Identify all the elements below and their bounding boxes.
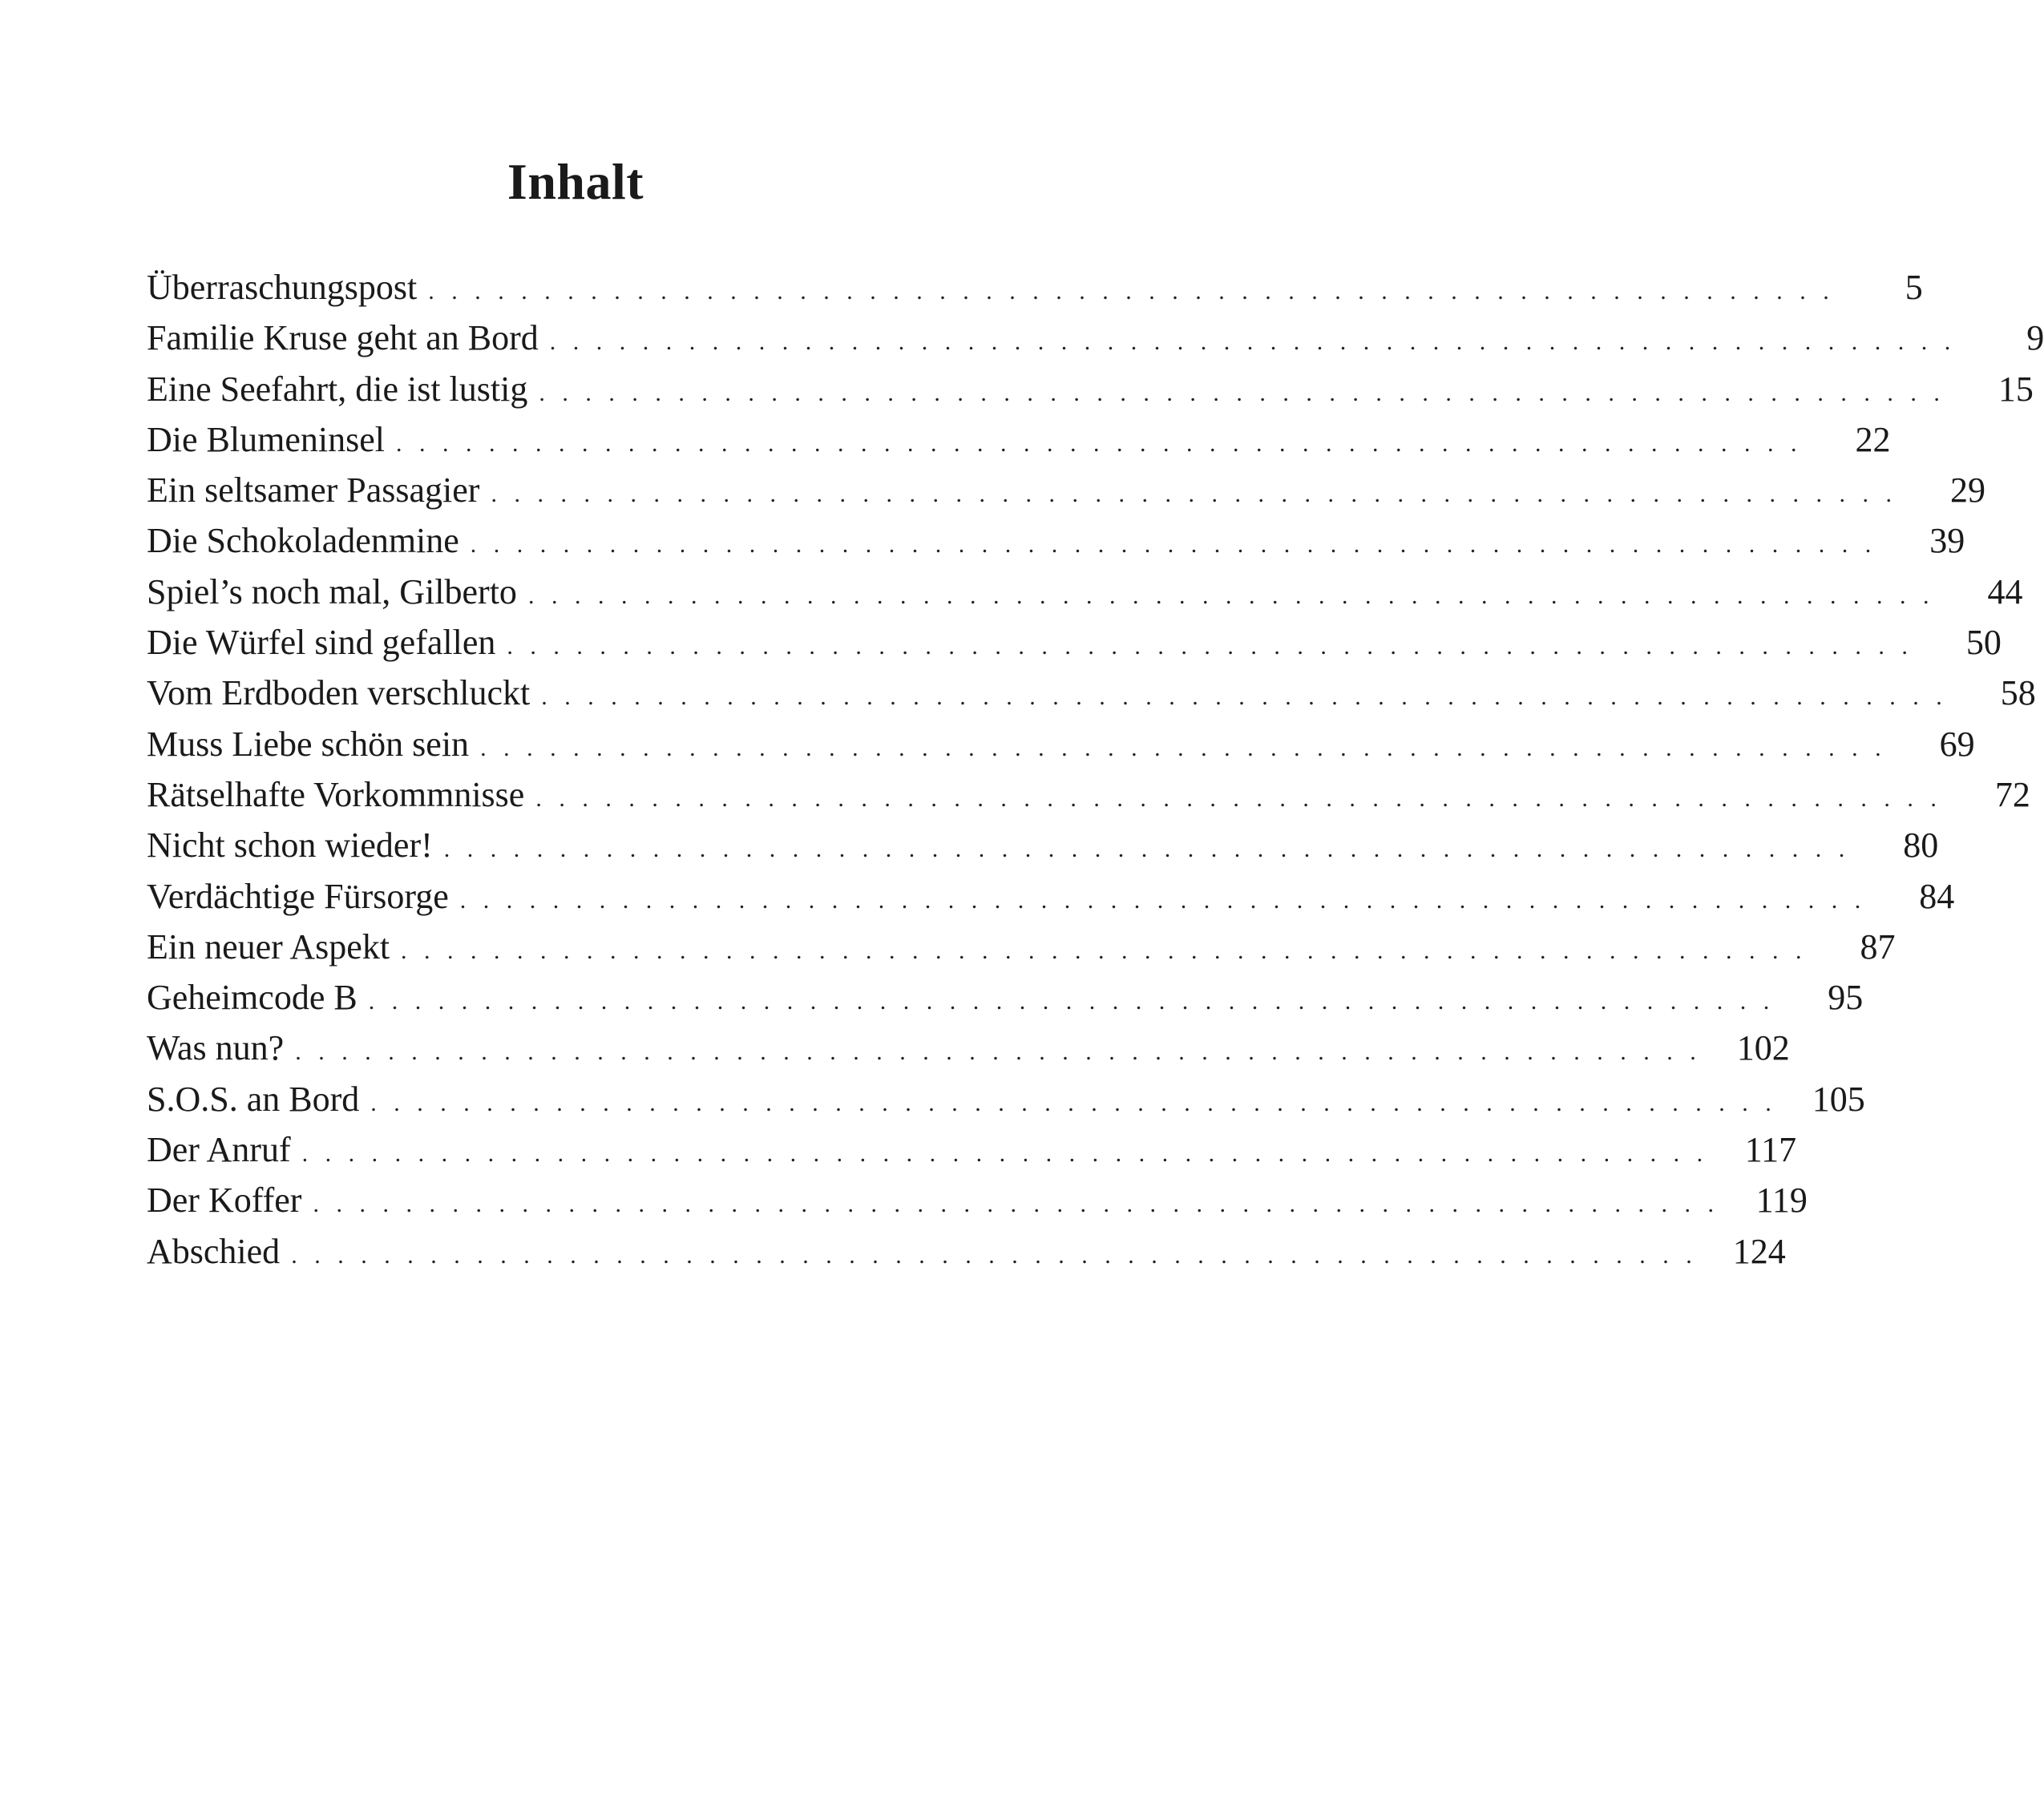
toc-entry xyxy=(147,972,1864,1023)
toc-entry-page: 124 xyxy=(1732,1231,1786,1271)
toc-dot-leader: . . . . . . . . . . . . . . . . . . . . . . . . . . . . . . . . . . . . . . . . . . . . . . . . . . . . . . . . . . . . . xyxy=(428,278,1835,305)
toc-entry-page: 39 xyxy=(1929,521,1965,561)
toc-entry-title: Spiel’s noch mal, Gilberto xyxy=(147,571,517,611)
toc-entry-page: 119 xyxy=(1755,1180,1808,1221)
toc-entry-page: 87 xyxy=(1860,926,1896,967)
toc-dot-leader: . . . . . . . . . . . . . . . . . . . . . . . . . . . . . . . . . . . . . . . . . . . . . . . . . . . . . . . . . . . . . xyxy=(539,379,1945,406)
toc-entry-page: 84 xyxy=(1919,876,1955,916)
toc-entry xyxy=(147,871,1955,922)
toc-entry-page: 15 xyxy=(1998,369,2034,409)
toc-entry xyxy=(147,515,1965,566)
toc-dot-leader: . . . . . . . . . . . . . . . . . . . . . . . . . . . . . . . . . . . . . . . . . . . . . . . . . . . . . . . . . . . . . xyxy=(459,886,1867,914)
toc-entry-title: Vom Erdboden verschluckt xyxy=(147,673,531,713)
toc-entry xyxy=(147,364,2034,414)
toc-dot-leader: . . . . . . . . . . . . . . . . . . . . . . . . . . . . . . . . . . . . . . . . . . . . . . . . . . . . . . . . . . . . . xyxy=(491,481,1897,508)
toc-entry-page: 44 xyxy=(1987,571,2023,611)
toc-entry xyxy=(147,414,1891,465)
toc-dot-leader: . . . . . . . . . . . . . . . . . . . . . . . . . . . . . . . . . . . . . . . . . . . . . . . . . . . . . . . . . . . . . xyxy=(395,430,1803,457)
toc-entry xyxy=(147,465,1985,515)
toc-dot-leader: . . . . . . . . . . . . . . . . . . . . . . . . . . . . . . . . . . . . . . . . . . . . . . . . . . . . . . . . . . . . . xyxy=(443,836,1851,863)
toc-entry-title: Ein seltsamer Passagier xyxy=(147,470,480,511)
toc-entry xyxy=(147,668,2036,718)
toc-dot-leader: . . . . . . . . . . . . . . . . . . . . . . . . . . . . . . . . . . . . . . . . . . . . . . . . . . . . . . . . . . . . . xyxy=(527,582,1935,609)
toc-entry-title: Der Anruf xyxy=(147,1130,291,1170)
toc-entry-title: Geheimcode B xyxy=(147,978,357,1018)
toc-entry xyxy=(147,313,2044,363)
toc-entry-title: Die Schokoladenmine xyxy=(147,521,459,561)
toc-dot-leader: . . . . . . . . . . . . . . . . . . . . . . . . . . . . . . . . . . . . . . . . . . . . . . . . . . . . . . . . . . . . . xyxy=(301,1140,1709,1168)
toc-dot-leader: . . . . . . . . . . . . . . . . . . . . . . . . . . . . . . . . . . . . . . . . . . . . . . . . . . . . . . . . . . . . . xyxy=(541,684,1948,711)
toc-dot-leader: . . . . . . . . . . . . . . . . . . . . . . . . . . . . . . . . . . . . . . . . . . . . . . . . . . . . . . . . . . . . . xyxy=(291,1241,1698,1269)
toc-dot-leader: . . . . . . . . . . . . . . . . . . . . . . . . . . . . . . . . . . . . . . . . . . . . . . . . . . . . . . . . . . . . . xyxy=(368,988,1775,1015)
toc-entry-title: Rätselhafte Vorkommnisse xyxy=(147,774,525,814)
toc-entry xyxy=(147,922,1896,972)
toc-entry xyxy=(147,1175,1808,1225)
toc-entry xyxy=(147,1124,1797,1175)
toc-entry xyxy=(147,617,2002,668)
toc-entry xyxy=(147,820,1939,870)
toc-entry-page: 50 xyxy=(1965,623,2002,663)
toc-entry xyxy=(147,262,1923,313)
toc-entry-title: Die Würfel sind gefallen xyxy=(147,623,496,663)
toc-dot-leader: . . . . . . . . . . . . . . . . . . . . . . . . . . . . . . . . . . . . . . . . . . . . . . . . . . . . . . . . . . . . . xyxy=(401,937,1808,964)
toc-entry-page: 5 xyxy=(1905,268,1923,307)
toc-entry-title: Eine Seefahrt, die ist lustig xyxy=(147,369,528,409)
toc-dot-leader: . . . . . . . . . . . . . . . . . . . . . . . . . . . . . . . . . . . . . . . . . . . . . . . . . . . . . . . . . . . . . xyxy=(313,1191,1719,1218)
toc-dot-leader: . . . . . . . . . . . . . . . . . . . . . . . . . . . . . . . . . . . . . . . . . . . . . . . . . . . . . . . . . . . . . xyxy=(470,531,1877,559)
toc-entry-page: 117 xyxy=(1744,1130,1797,1170)
toc-entry-page: 22 xyxy=(1855,419,1891,459)
toc-entry-title: S.O.S. an Bord xyxy=(147,1079,360,1119)
toc-entry-title: Was nun? xyxy=(147,1028,285,1068)
toc-entry-page: 102 xyxy=(1736,1028,1790,1068)
toc-entry xyxy=(147,769,2030,820)
toc-dot-leader: . . . . . . . . . . . . . . . . . . . . . . . . . . . . . . . . . . . . . . . . . . . . . . . . . . . . . . . . . . . . . xyxy=(549,329,1957,356)
toc-entry-title: Verdächtige Fürsorge xyxy=(147,876,449,916)
toc-entry-title: Nicht schon wieder! xyxy=(147,825,433,866)
toc-entry-page: 95 xyxy=(1828,978,1864,1018)
toc-entry-page: 105 xyxy=(1812,1079,1865,1119)
table-of-contents xyxy=(147,262,2044,1277)
toc-dot-leader: . . . . . . . . . . . . . . . . . . . . . . . . . . . . . . . . . . . . . . . . . . . . . . . . . . . . . . . . . . . . . xyxy=(295,1039,1702,1066)
toc-entry-page: 80 xyxy=(1903,825,1939,866)
toc-entry-page: 72 xyxy=(1994,774,2030,814)
toc-entry xyxy=(147,719,1975,769)
toc-entry xyxy=(147,1226,1786,1277)
toc-dot-leader: . . . . . . . . . . . . . . . . . . . . . . . . . . . . . . . . . . . . . . . . . . . . . . . . . . . . . . . . . . . . . xyxy=(370,1089,1777,1116)
toc-entry-title: Der Koffer xyxy=(147,1180,302,1221)
toc-entry-title: Familie Kruse geht an Bord xyxy=(147,318,539,358)
toc-entry-page: 9 xyxy=(2026,318,2044,358)
toc-entry xyxy=(147,1074,1865,1124)
toc-entry xyxy=(147,567,2023,617)
toc-entry-page: 69 xyxy=(1939,724,1975,764)
toc-dot-leader: . . . . . . . . . . . . . . . . . . . . . . . . . . . . . . . . . . . . . . . . . . . . . . . . . . . . . . . . . . . . . xyxy=(507,633,1913,660)
page-title: Inhalt xyxy=(507,153,644,210)
toc-entry-page: 58 xyxy=(2000,673,2036,713)
toc-dot-leader: . . . . . . . . . . . . . . . . . . . . . . . . . . . . . . . . . . . . . . . . . . . . . . . . . . . . . . . . . . . . . xyxy=(480,734,1887,761)
toc-entry-title: Abschied xyxy=(147,1231,281,1271)
toc-entry-title: Muss Liebe schön sein xyxy=(147,724,470,764)
toc-entry-title: Ein neuer Aspekt xyxy=(147,926,390,967)
toc-entry-title: Die Blumeninsel xyxy=(147,419,385,459)
toc-entry xyxy=(147,1023,1790,1073)
toc-entry-page: 29 xyxy=(1949,470,1985,511)
toc-dot-leader: . . . . . . . . . . . . . . . . . . . . . . . . . . . . . . . . . . . . . . . . . . . . . . . . . . . . . . . . . . . . . xyxy=(535,785,1942,812)
toc-entry-title: Überraschungspost xyxy=(147,268,418,307)
